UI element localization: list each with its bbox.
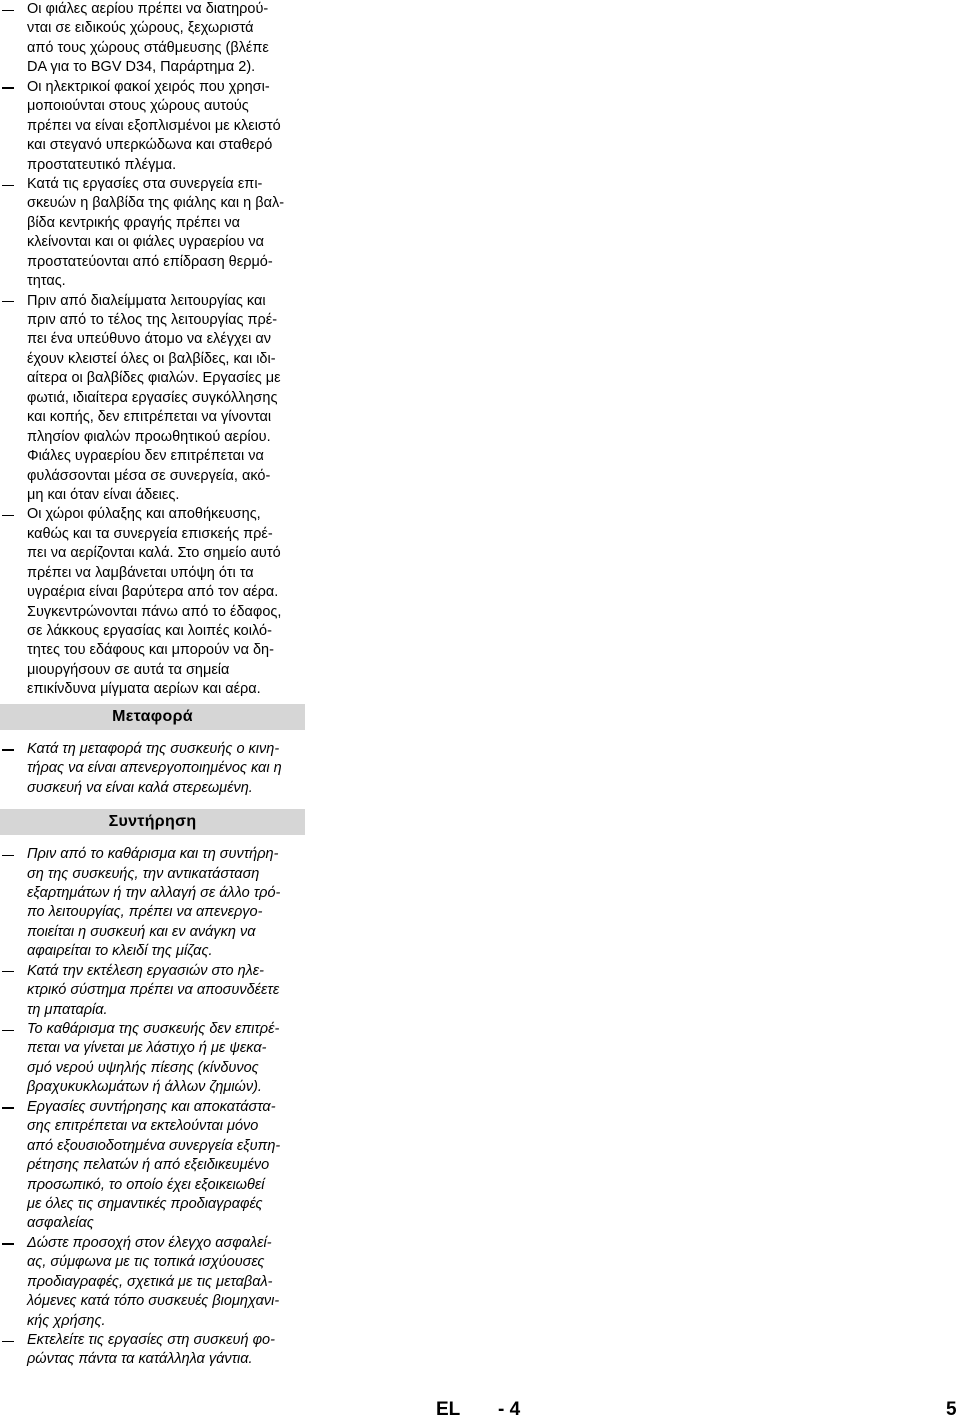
list-item (0, 1020, 308, 1098)
text-line: Πριν από το καθάρισμα και τη συντήρη- (27, 846, 279, 863)
list-item (0, 1331, 308, 1370)
bullet-dash-icon (2, 971, 14, 972)
text-line: τητες του εδάφους και μπορούν να δη- (27, 642, 274, 659)
text-line: ποιείται η συσκευή και εν ανάγκη να (27, 923, 256, 940)
bullet-dash-icon (2, 301, 14, 302)
text-line: σμό νερού υψηλής πίεσης (κίνδυνος (27, 1059, 259, 1076)
text-line: Φιάλες υγραερίου δεν επιτρέπεται να (27, 448, 264, 465)
text-line: Κατά την εκτέλεση εργασιών στο ηλε- (27, 962, 264, 979)
text-line: μοποιούνται στους χώρους αυτούς (27, 98, 249, 115)
text-line: κτρικό σύστημα πρέπει να αποσυνδέετε (27, 982, 280, 999)
text-line: από εξουσιοδοτημένα συνεργεία εξυπη- (27, 1137, 281, 1154)
list-item (0, 292, 308, 506)
list-item (0, 1098, 308, 1234)
text-line: Κατά τη μεταφορά της συσκευής ο κινη- (27, 740, 280, 757)
text-line: πει ένα υπεύθυνο άτομο να ελέγχει αν (27, 331, 271, 348)
footer-page-label: - 4 (498, 1399, 521, 1420)
text-line: DA για το BGV D34, Παράρτημα 2). (27, 59, 256, 76)
text-column (0, 0, 308, 1370)
text-line: πριν από το τέλος της λειτουργίας πρέ- (27, 312, 278, 328)
list-item (0, 175, 308, 292)
text-line: σκευών η βαλβίδα της φιάλης και η βαλ- (27, 195, 285, 212)
text-line: νται σε ειδικούς χώρους, ξεχωριστά (27, 20, 254, 37)
text-line: Πριν από διαλείμματα λειτουργίας και (27, 292, 266, 309)
text-line: πρέπει να λαμβάνεται υπόψη ότι τα (27, 564, 254, 581)
text-line: τητας. (27, 273, 66, 290)
bullet-dash-icon (2, 749, 14, 750)
heading-transport: Μεταφορά (0, 704, 305, 730)
text-line: Οι χώροι φύλαξης και αποθήκευσης, (27, 506, 261, 523)
text-line: σε λάκκους εργασίας και λοιπές κοιλό- (27, 623, 272, 639)
safety-list-storage (0, 0, 308, 700)
text-line: ασφαλείας (27, 1215, 94, 1232)
text-line: από τους χώρους στάθμευσης (βλέπε (27, 39, 269, 56)
safety-list-transport (0, 740, 308, 798)
text-line: και στεγανό υπερκώδωνα και σταθερό (27, 137, 273, 154)
text-line: πο λειτουργίας, πρέπει να απενεργο- (27, 904, 263, 921)
page-footer (0, 1399, 960, 1423)
bullet-dash-icon (2, 10, 14, 11)
text-line: αίτερα οι βαλβίδες φιαλών. Εργασίες με (27, 370, 281, 387)
list-item (0, 0, 308, 78)
list-item (0, 962, 308, 1020)
text-line: επικίνδυνα μίγματα αερίων και αέρα. (27, 681, 261, 698)
text-line: κής χρήσης. (27, 1312, 106, 1329)
text-line: μιουργήσουν σε αυτά τα σημεία (27, 661, 230, 678)
list-item (0, 740, 308, 798)
text-line: ση της συσκευής, την αντικατάσταση (27, 865, 260, 882)
footer-page-number: 5 (946, 1399, 957, 1420)
text-line: έχουν κλειστεί όλες οι βαλβίδες, και ιδι- (27, 350, 276, 367)
bullet-dash-icon (2, 1107, 14, 1108)
list-item (0, 1234, 308, 1331)
text-line: Εργασίες συντήρησης και αποκατάστα- (27, 1098, 276, 1115)
text-line: πεται να γίνεται με λάστιχο ή με ψεκα- (27, 1040, 267, 1057)
safety-list-maintenance (0, 845, 308, 1370)
text-line: Οι ηλεκτρικοί φακοί χειρός που χρησι- (27, 78, 270, 95)
text-line: τήρας να είναι απενεργοποιημένος και η (27, 760, 282, 777)
bullet-dash-icon (2, 515, 14, 516)
text-line: αφαιρείται το κλειδί της μίζας. (27, 943, 213, 960)
bullet-dash-icon (2, 1030, 14, 1031)
bullet-dash-icon (2, 1341, 14, 1342)
text-line: λόμενες κατά τόπο συσκευές βιομηχανι- (27, 1293, 280, 1310)
list-item (0, 78, 308, 175)
text-line: Δώστε προσοχή στον έλεγχο ασφαλεί- (27, 1234, 272, 1251)
text-line: φωτιά, ιδιαίτερα εργασίες συγκόλλησης (27, 389, 278, 406)
text-line: εξαρτημάτων ή την αλλαγή σε άλλο τρό- (27, 884, 281, 901)
text-line: φυλάσσονται μέσα σε συνεργεία, ακό- (27, 467, 271, 484)
footer-language: EL (436, 1399, 461, 1420)
text-line: και κοπής, δεν επιτρέπεται να γίνονται (27, 409, 272, 426)
text-line: ας, σύμφωνα με τις τοπικά ισχύουσες (27, 1254, 265, 1271)
text-line: πει να αερίζονται καλά. Στο σημείο αυτό (27, 545, 281, 562)
text-line: συσκευή να είναι καλά στερεωμένη. (27, 779, 253, 796)
text-line: με όλες τις σημαντικές προδιαγραφές (27, 1195, 263, 1212)
text-line: Εκτελείτε τις εργασίες στη συσκευή φο- (27, 1332, 275, 1348)
text-line: μη και όταν είναι άδειες. (27, 486, 180, 503)
text-line: πλησίον φιαλών προωθητικού αερίου. (27, 428, 271, 445)
text-line: Οι φιάλες αερίου πρέπει να διατηρού- (27, 1, 269, 17)
text-line: βραχυκυκλωμάτων ή άλλων ζημιών). (27, 1079, 262, 1096)
text-line: προστατεύονται από επίδραση θερμό- (27, 253, 273, 270)
bullet-dash-icon (2, 185, 14, 186)
text-line: πρέπει να είναι εξοπλισμένοι με κλειστό (27, 117, 281, 134)
text-line: ρώντας πάντα τα κατάλληλα γάντια. (27, 1351, 253, 1368)
text-line: υγραέρια είναι βαρύτερα από τον αέρα. (27, 584, 279, 601)
text-line: Το καθάρισμα της συσκευής δεν επιτρέ- (27, 1021, 280, 1037)
text-line: Συγκεντρώνονται πάνω από το έδαφος, (27, 603, 282, 620)
list-item (0, 845, 308, 962)
text-line: τη μπαταρία. (27, 1001, 108, 1018)
text-line: Κατά τις εργασίες στα συνεργεία επι- (27, 175, 263, 192)
text-line: ρέτησης πελατών ή από εξειδικευμένο (27, 1157, 270, 1174)
text-line: σης επιτρέπεται να εκτελούνται μόνο (27, 1118, 259, 1135)
list-item (0, 505, 308, 699)
text-line: κλείνονται και οι φιάλες υγραερίου να (27, 234, 265, 251)
heading-maintenance: Συντήρηση (0, 809, 305, 835)
bullet-dash-icon (2, 855, 14, 856)
text-line: προστατευτικό πλέγμα. (27, 156, 177, 173)
bullet-dash-icon (2, 1243, 14, 1244)
text-line: καθώς και τα συνεργεία επισκεής πρέ- (27, 525, 273, 542)
text-line: προδιαγραφές, σχετικά με τις μεταβαλ- (27, 1273, 273, 1290)
bullet-dash-icon (2, 87, 14, 88)
text-line: προσωπικό, το οποίο έχει εξοικειωθεί (27, 1176, 265, 1193)
text-line: βίδα κεντρικής φραγής πρέπει να (27, 214, 240, 231)
